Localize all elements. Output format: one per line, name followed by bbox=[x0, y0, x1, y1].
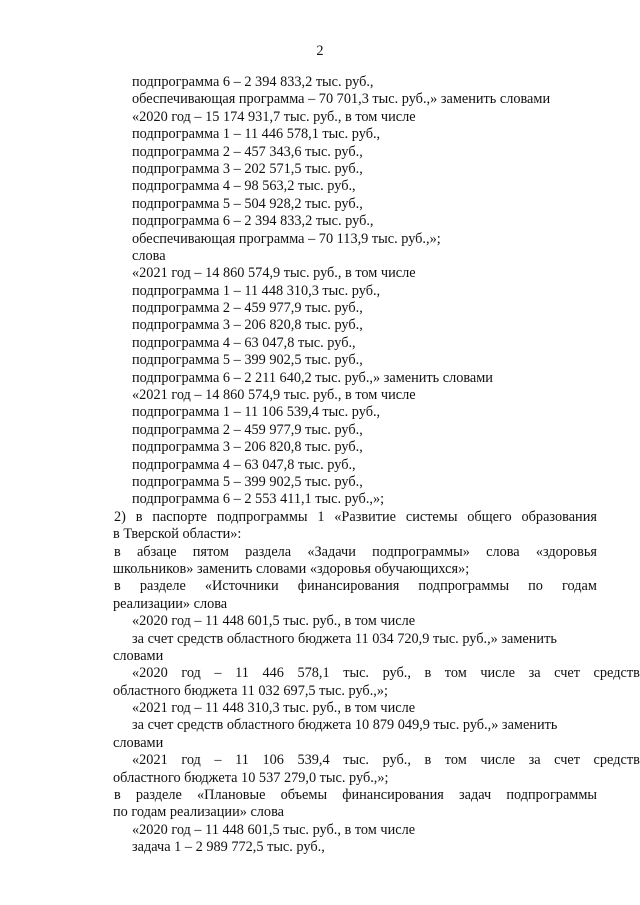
text-line: подпрограмма 6 – 2 553 411,1 тыс. руб.,»; bbox=[132, 491, 385, 508]
text-line: обеспечивающая программа – 70 701,3 тыс. руб.,» заменить словами bbox=[132, 91, 551, 108]
text-line: задача 1 – 2 989 772,5 тыс. руб., bbox=[132, 839, 325, 856]
text-line: в разделе «Плановые объемы финансирования задач подпрограммы bbox=[114, 787, 597, 804]
text-line: подпрограмма 2 – 457 343,6 тыс. руб., bbox=[132, 143, 363, 160]
text-line: «2020 год – 11 446 578,1 тыс. руб., в том числе за счет средств bbox=[132, 665, 640, 682]
text-line: в абзаце пятом раздела «Задачи подпрограммы» слова «здоровья bbox=[114, 543, 597, 560]
text-line: слова bbox=[132, 247, 166, 264]
text-line: реализации» слова bbox=[113, 595, 228, 612]
text-line: «2020 год – 11 448 601,5 тыс. руб., в том числе bbox=[132, 821, 416, 838]
text-line: школьников» заменить словами «здоровья обучающихся»; bbox=[113, 560, 470, 577]
text-line: «2021 год – 14 860 574,9 тыс. руб., в том числе bbox=[132, 265, 416, 282]
text-line: «2021 год – 14 860 574,9 тыс. руб., в том числе bbox=[132, 387, 416, 404]
text-line: за счет средств областного бюджета 10 879 049,9 тыс. руб.,» заменить bbox=[132, 717, 558, 734]
text-line: подпрограмма 2 – 459 977,9 тыс. руб., bbox=[132, 421, 363, 438]
page-number: 2 bbox=[316, 43, 324, 59]
text-line: подпрограмма 6 – 2 394 833,2 тыс. руб., bbox=[132, 213, 374, 230]
text-line: подпрограмма 3 – 206 820,8 тыс. руб., bbox=[132, 439, 363, 456]
text-line: подпрограмма 3 – 202 571,5 тыс. руб., bbox=[132, 160, 363, 177]
text-line: подпрограмма 5 – 504 928,2 тыс. руб., bbox=[132, 195, 363, 212]
text-line: подпрограмма 4 – 63 047,8 тыс. руб., bbox=[132, 334, 356, 351]
text-line: подпрограмма 6 – 2 394 833,2 тыс. руб., bbox=[132, 74, 374, 90]
text-line: подпрограмма 6 – 2 211 640,2 тыс. руб.,» заменить словами bbox=[132, 369, 493, 386]
text-line: подпрограмма 3 – 206 820,8 тыс. руб., bbox=[132, 317, 363, 334]
text-line: подпрограмма 1 – 11 448 310,3 тыс. руб., bbox=[132, 282, 381, 299]
text-line: «2020 год – 11 448 601,5 тыс. руб., в том числе bbox=[132, 613, 416, 630]
text-line: подпрограмма 2 – 459 977,9 тыс. руб., bbox=[132, 300, 363, 317]
text-line: за счет средств областного бюджета 11 034 720,9 тыс. руб.,» заменить bbox=[132, 630, 557, 647]
text-line: в разделе «Источники финансирования подпрограммы по годам bbox=[114, 578, 597, 595]
text-line: подпрограмма 1 – 11 106 539,4 тыс. руб., bbox=[132, 404, 381, 421]
text-line: «2021 год – 11 448 310,3 тыс. руб., в том числе bbox=[132, 700, 416, 717]
text-line: областного бюджета 11 032 697,5 тыс. руб.,»; bbox=[113, 682, 388, 699]
text-line: обеспечивающая программа – 70 113,9 тыс. руб.,»; bbox=[132, 230, 441, 247]
text-line: словами bbox=[113, 734, 164, 751]
text-line: 2) в паспорте подпрограммы 1 «Развитие системы общего образования bbox=[114, 508, 597, 525]
text-line: подпрограмма 5 – 399 902,5 тыс. руб., bbox=[132, 352, 363, 369]
text-line: «2021 год – 11 106 539,4 тыс. руб., в том числе за счет средств bbox=[132, 752, 640, 769]
text-line: «2020 год – 15 174 931,7 тыс. руб., в том числе bbox=[132, 108, 416, 125]
text-line: подпрограмма 4 – 98 563,2 тыс. руб., bbox=[132, 178, 356, 195]
text-line: словами bbox=[113, 647, 164, 664]
text-line: подпрограмма 4 – 63 047,8 тыс. руб., bbox=[132, 456, 356, 473]
document-body bbox=[0, 74, 640, 857]
text-line: подпрограмма 5 – 399 902,5 тыс. руб., bbox=[132, 473, 363, 490]
text-line: в Тверской области»: bbox=[113, 526, 242, 543]
text-line: областного бюджета 10 537 279,0 тыс. руб.,»; bbox=[113, 769, 389, 786]
text-line: по годам реализации» слова bbox=[113, 804, 284, 821]
text-line: подпрограмма 1 – 11 446 578,1 тыс. руб., bbox=[132, 126, 381, 143]
